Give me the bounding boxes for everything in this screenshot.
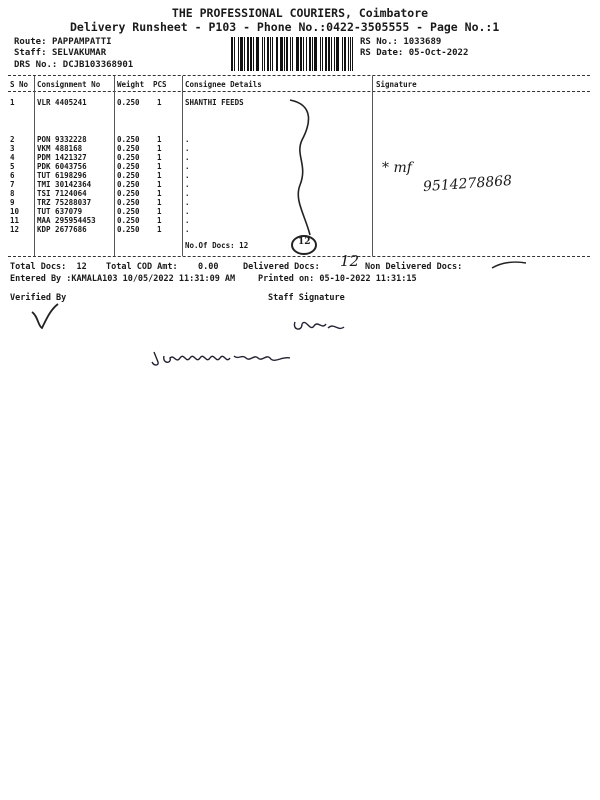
- row-weight: 0.250: [117, 189, 140, 198]
- row-consignment: TUT 637079: [37, 207, 83, 216]
- non-delivered-docs-label: Non Delivered Docs:: [365, 262, 463, 272]
- verified-signature: [28, 300, 68, 332]
- row-weight: 0.250: [117, 171, 140, 180]
- row-consignee: .: [185, 144, 190, 153]
- total-cod-value: 0.00: [198, 262, 219, 272]
- col-divider: [182, 76, 183, 256]
- row-consignment: PON 9332228: [37, 135, 87, 144]
- row-consignment: MAA 295954453: [37, 216, 96, 225]
- barcode: [230, 37, 355, 71]
- delivered-docs-label: Delivered Docs:: [243, 262, 320, 272]
- row-consignment: KDP 2677686: [37, 225, 87, 234]
- row-sno: 8: [10, 189, 15, 198]
- row-weight: 0.250: [117, 180, 140, 189]
- signature-scribble: * mf: [382, 160, 412, 176]
- row-pcs: 1: [157, 189, 162, 198]
- col-divider: [34, 76, 35, 256]
- col-header-consignee: Consignee Details: [185, 80, 262, 89]
- drs-value: DCJB103368901: [62, 60, 134, 70]
- no-of-docs: No.Of Docs: 12: [185, 241, 249, 250]
- delivered-count-handwritten: 12: [340, 252, 360, 270]
- row-pcs: 1: [157, 171, 162, 180]
- row-weight: 0.250: [117, 98, 140, 107]
- row-pcs: 1: [157, 198, 162, 207]
- printed-on: Printed on: 05-10-2022 11:31:15: [258, 274, 417, 284]
- row-sno: 11: [10, 216, 20, 225]
- handwritten-bracket: [280, 95, 340, 245]
- row-weight: 0.250: [117, 225, 140, 234]
- staff-line: Staff: SELVAKUMAR: [14, 48, 107, 58]
- row-consignee: SHANTHI FEEDS: [185, 98, 244, 107]
- row-pcs: 1: [157, 162, 162, 171]
- row-weight: 0.250: [117, 216, 140, 225]
- row-weight: 0.250: [117, 162, 140, 171]
- table-top-rule: [8, 75, 590, 76]
- row-weight: 0.250: [117, 135, 140, 144]
- row-consignee: .: [185, 153, 190, 162]
- row-pcs: 1: [157, 153, 162, 162]
- row-sno: 1: [10, 98, 15, 107]
- row-sno: 12: [10, 225, 20, 234]
- circled-count: 12: [298, 237, 311, 247]
- col-header-pcs: PCS: [153, 80, 167, 89]
- row-sno: 4: [10, 153, 15, 162]
- row-consignment: VLR 4405241: [37, 98, 87, 107]
- col-header-weight: Weight: [117, 80, 145, 89]
- staff-signature: [290, 312, 350, 340]
- row-consignment: VKM 488168: [37, 144, 83, 153]
- handwritten-phone: 9514278868: [422, 172, 513, 196]
- row-weight: 0.250: [117, 144, 140, 153]
- row-sno: 3: [10, 144, 15, 153]
- row-pcs: 1: [157, 135, 162, 144]
- col-divider: [372, 76, 373, 256]
- row-consignee: .: [185, 180, 190, 189]
- row-sno: 2: [10, 135, 15, 144]
- row-weight: 0.250: [117, 198, 140, 207]
- row-consignee: .: [185, 135, 190, 144]
- row-consignment: TUT 6198296: [37, 171, 87, 180]
- total-cod-label: Total COD Amt:: [106, 262, 178, 272]
- col-header-consignment: Consignment No: [37, 80, 101, 89]
- row-consignment: TRZ 75288037: [37, 198, 92, 207]
- row-pcs: 1: [157, 207, 162, 216]
- row-sno: 7: [10, 180, 15, 189]
- row-sno: 10: [10, 207, 20, 216]
- verified-by: Verified By: [10, 293, 67, 303]
- row-sno: 6: [10, 171, 15, 180]
- row-consignee: .: [185, 162, 190, 171]
- entered-by: Entered By :KAMALA103 10/05/2022 11:31:09 AM: [10, 274, 236, 284]
- route-line: Route: PAPPAMPATTI: [14, 37, 112, 47]
- row-consignment: PDM 1421327: [37, 153, 87, 162]
- staff-name-signature: [150, 346, 300, 374]
- row-pcs: 1: [157, 144, 162, 153]
- total-docs: Total Docs: 12: [10, 262, 87, 272]
- row-consignment: PDK 6043756: [37, 162, 87, 171]
- row-pcs: 1: [157, 98, 162, 107]
- row-consignee: .: [185, 171, 190, 180]
- row-consignee: .: [185, 216, 190, 225]
- staff-value: SELVAKUMAR: [51, 48, 107, 58]
- col-divider: [114, 76, 115, 256]
- col-header-signature: Signature: [376, 80, 417, 89]
- staff-signature-label: Staff Signature: [268, 293, 345, 303]
- row-consignee: .: [185, 198, 190, 207]
- row-consignment: TMI 30142364: [37, 180, 92, 189]
- company-title: THE PROFESSIONAL COURIERS, Coimbatore: [171, 6, 429, 20]
- row-pcs: 1: [157, 216, 162, 225]
- table-header-rule: [8, 91, 590, 92]
- non-delivered-stroke: [490, 258, 530, 272]
- row-pcs: 1: [157, 180, 162, 189]
- row-consignee: .: [185, 207, 190, 216]
- drs-line: DRS No.: DCJB103368901: [14, 60, 134, 70]
- row-consignee: .: [185, 225, 190, 234]
- row-weight: 0.250: [117, 153, 140, 162]
- row-sno: 5: [10, 162, 15, 171]
- row-consignee: .: [185, 189, 190, 198]
- row-sno: 9: [10, 198, 15, 207]
- runsheet-title: Delivery Runsheet - P103 - Phone No.:0422-3505555 - Page No.:1: [70, 20, 500, 34]
- rs-date: RS Date: 05-Oct-2022: [360, 48, 469, 58]
- route-value: PAPPAMPATTI: [51, 37, 112, 47]
- row-pcs: 1: [157, 225, 162, 234]
- row-consignment: TSI 7124064: [37, 189, 87, 198]
- col-header-sno: S No: [10, 80, 29, 89]
- row-weight: 0.250: [117, 207, 140, 216]
- rs-number: RS No.: 1033689: [360, 37, 442, 47]
